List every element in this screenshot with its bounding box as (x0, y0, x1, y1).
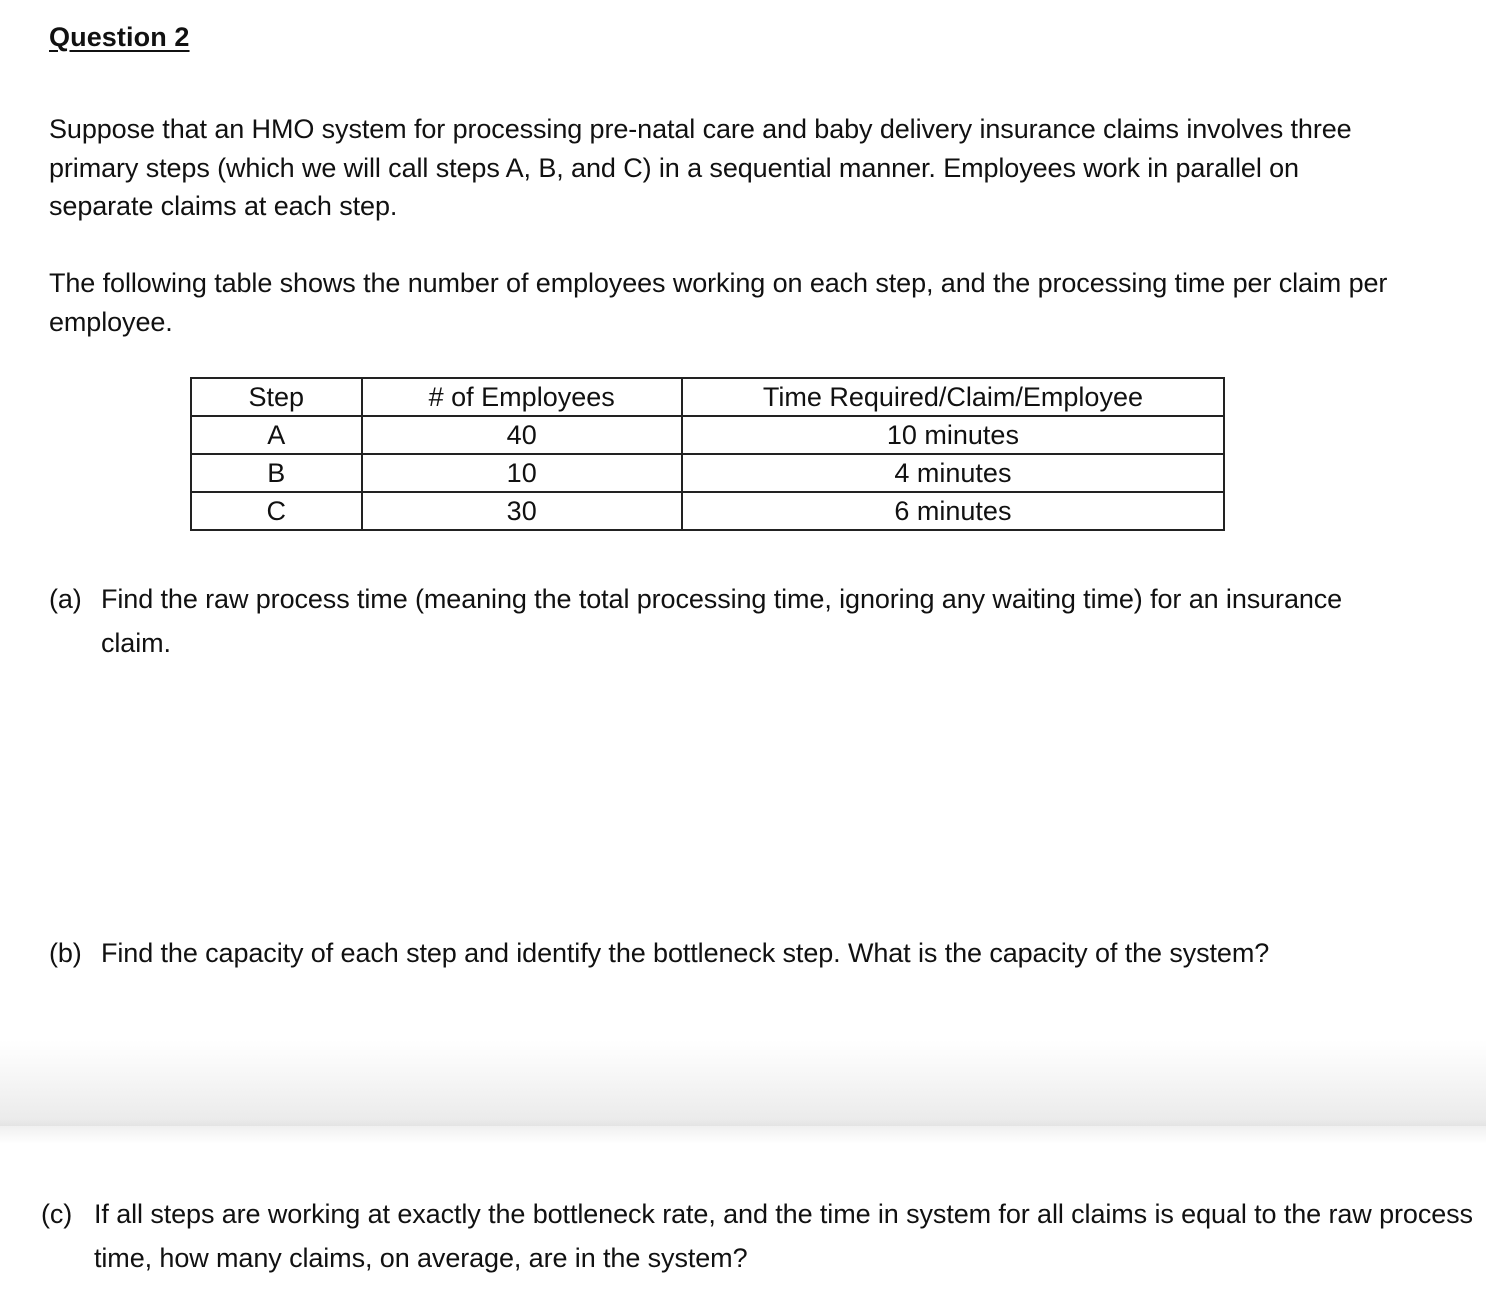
part-a-label: (a) (49, 584, 82, 614)
table-intro-paragraph: The following table shows the number of employees working on each step, and the processing time per claim per employee. (49, 268, 1388, 337)
part-c-label: (c) (41, 1199, 73, 1229)
employees-cell: 10 (362, 454, 682, 492)
question-part-b (49, 931, 1469, 981)
part-b-text: Find the capacity of each step and identify the bottleneck step. What is the capacity of the system? (101, 938, 1270, 968)
table-row (191, 416, 1224, 454)
header-employees: # of Employees (362, 378, 682, 416)
time-cell: 6 minutes (682, 492, 1224, 530)
table-header-row (191, 378, 1224, 416)
table-row (191, 492, 1224, 530)
time-cell: 4 minutes (682, 454, 1224, 492)
header-time-required: Time Required/Claim/Employee (682, 378, 1224, 416)
header-step: Step (191, 378, 362, 416)
question-part-c (41, 1192, 1481, 1292)
page-break-shadow (0, 1040, 1486, 1126)
question-part-a (49, 577, 1449, 677)
part-b-label: (b) (49, 938, 82, 968)
part-c-text: If all steps are working at exactly the bottleneck rate, and the time in system for all claims is equal to the raw process time, how many claims, on average, are in the system? (94, 1199, 1473, 1273)
table-row (191, 454, 1224, 492)
intro-paragraph: Suppose that an HMO system for processing pre-natal care and baby delivery insurance claims involves three primary steps (which we will call steps A, B, and C) in a sequential manner. Employees work in parallel on separate claims at each step. (49, 114, 1352, 221)
question-title: Question 2 (49, 22, 190, 52)
step-cell: A (191, 416, 362, 454)
part-a-text: Find the raw process time (meaning the total processing time, ignoring any waiting time) for an insurance claim. (101, 584, 1343, 658)
time-cell: 10 minutes (682, 416, 1224, 454)
page-break-edge (0, 1126, 1486, 1144)
employees-cell: 30 (362, 492, 682, 530)
step-cell: C (191, 492, 362, 530)
step-cell: B (191, 454, 362, 492)
employees-table (190, 377, 1225, 531)
employees-cell: 40 (362, 416, 682, 454)
